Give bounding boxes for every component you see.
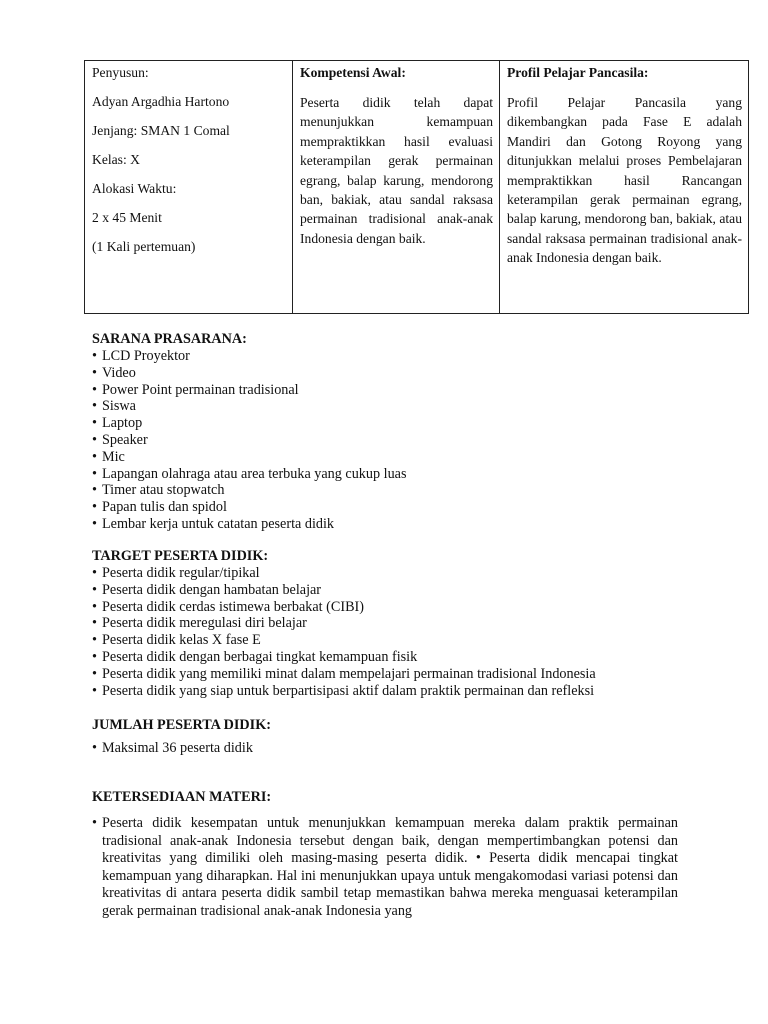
list-item: • Maksimal 36 peserta didik xyxy=(92,740,678,757)
school-level: Jenjang: SMAN 1 Comal xyxy=(92,123,230,138)
student-count-section xyxy=(92,717,678,757)
initial-competence-header: Kompetensi Awal: xyxy=(300,65,406,80)
list-item: • Lembar kerja untuk catatan peserta didik xyxy=(92,516,678,533)
pancasila-profile-text: Profil Pelajar Pancasila yang dikembangkan pada Fase E adalah Mandiri dan Gotong Royong yang ditunjukkan melalui proses Pembelajaran mempraktikkan hasil Rancangan keterampilan gerak permainan egrang, balap karung, mendorong ban, bakiak, atau sandal raksasa permainan tradisional anak-anak Indonesia dengan baik. xyxy=(507,95,742,266)
initial-competence-text: Peserta didik telah dapat menunjukkan kemampuan mempraktikkan hasil evaluasi keterampilan gerak permainan egrang, balap karung, mendorong ban, bakiak, atau sandal raksasa permainan tradisional anak-anak Indonesia dengan baik. xyxy=(300,95,493,246)
pancasila-profile-header: Profil Pelajar Pancasila: xyxy=(507,65,649,80)
time-allocation-label: Alokasi Waktu: xyxy=(92,181,177,196)
list-item: • Peserta didik kelas X fase E xyxy=(92,632,678,649)
list-item: • LCD Proyektor xyxy=(92,348,678,365)
list-item: • Peserta didik yang memiliki minat dalam mempelajari permainan tradisional Indonesia xyxy=(92,666,678,683)
list-item: • Peserta didik dengan berbagai tingkat kemampuan fisik xyxy=(92,649,678,666)
facilities-title: SARANA PRASARANA: xyxy=(92,331,247,347)
target-students-section xyxy=(92,548,678,699)
list-item: • Speaker xyxy=(92,432,678,449)
list-item: • Timer atau stopwatch xyxy=(92,482,678,499)
author-name: Adyan Argadhia Hartono xyxy=(92,94,230,109)
list-item: • Video xyxy=(92,365,678,382)
class-label: Kelas: X xyxy=(92,152,140,167)
info-table xyxy=(84,60,749,314)
list-item: • Siswa xyxy=(92,398,678,415)
target-students-list xyxy=(92,565,678,699)
list-item: • Laptop xyxy=(92,415,678,432)
info-table-row xyxy=(85,61,749,314)
facilities-section xyxy=(92,331,678,533)
list-item: • Peserta didik regular/tipikal xyxy=(92,565,678,582)
list-item: • Peserta didik kesempatan untuk menunjukkan kemampuan mereka dalam praktik permainan tradisional anak-anak Indonesia tersebut dengan baik, dengan mempertimbangkan potensi dan kreativitas yang dimiliki oleh masing-masing peserta didik. • Peserta didik mencapai tingkat kemampuan yang diharapkan. Hal ini menunjukkan upaya untuk mengakomodasi variasi potensi dan kreativitas di antara peserta didik sambil tetap memastikan bahwa mereka menguasai keterampilan gerak permainan tradisional anak-anak Indonesia yang xyxy=(92,815,678,921)
author-header: Penyusun: xyxy=(92,65,149,80)
meeting-count: (1 Kali pertemuan) xyxy=(92,239,196,254)
list-item: • Power Point permainan tradisional xyxy=(92,382,678,399)
pancasila-profile-cell xyxy=(500,61,749,314)
list-item: • Peserta didik cerdas istimewa berbakat (CIBI) xyxy=(92,599,678,616)
time-allocation-value: 2 x 45 Menit xyxy=(92,210,162,225)
list-item: • Papan tulis dan spidol xyxy=(92,499,678,516)
material-availability-list xyxy=(92,815,678,921)
list-item: • Lapangan olahraga atau area terbuka yang cukup luas xyxy=(92,466,678,483)
facilities-list xyxy=(92,348,678,533)
author-cell xyxy=(85,61,293,314)
initial-competence-cell xyxy=(293,61,500,314)
target-students-title: TARGET PESERTA DIDIK: xyxy=(92,548,269,564)
student-count-list xyxy=(92,740,678,757)
list-item: • Peserta didik yang siap untuk berpartisipasi aktif dalam praktik permainan dan refleksi xyxy=(92,683,678,700)
list-item: • Peserta didik dengan hambatan belajar xyxy=(92,582,678,599)
list-item: • Mic xyxy=(92,449,678,466)
student-count-title: JUMLAH PESERTA DIDIK: xyxy=(92,717,271,733)
list-item: • Peserta didik meregulasi diri belajar xyxy=(92,615,678,632)
material-availability-title: KETERSEDIAAN MATERI: xyxy=(92,789,272,805)
material-availability-section xyxy=(92,789,678,921)
